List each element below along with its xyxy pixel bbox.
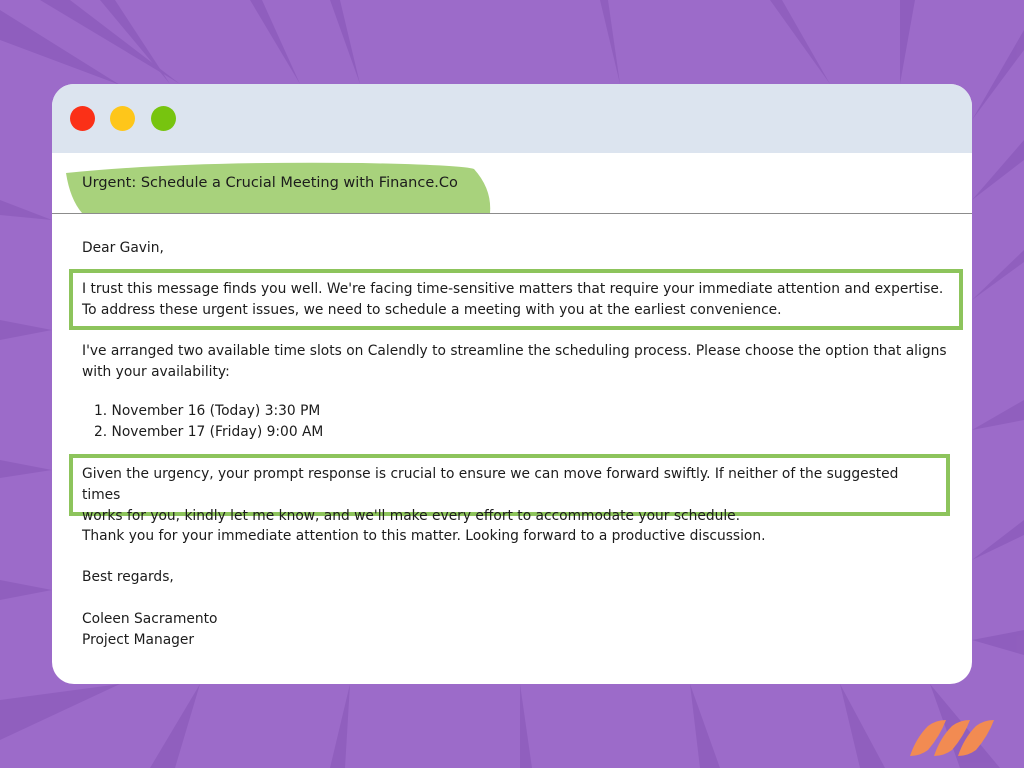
sender-name: Coleen Sacramento [82, 611, 218, 627]
paragraph-line: I've arranged two available time slots on Calendly to streamline the scheduling process. Please choose the option that aligns [82, 343, 947, 359]
time-slot-item: 1. November 16 (Today) 3:30 PM [94, 403, 321, 419]
maximize-window-button[interactable] [151, 106, 176, 131]
window-titlebar [52, 84, 972, 153]
scheduling-paragraph [82, 341, 947, 383]
close-window-button[interactable] [70, 106, 95, 131]
paragraph-line: To address these urgent issues, we need to schedule a meeting with you at the earliest convenience. [82, 302, 782, 318]
highlight-box-intro [69, 269, 963, 330]
paragraph-line: Given the urgency, your prompt response is crucial to ensure we can move forward swiftly. If neither of the suggested times [82, 466, 899, 503]
email-subject: Urgent: Schedule a Crucial Meeting with Finance.Co [82, 175, 458, 191]
paragraph-line: works for you, kindly let me know, and we'll make every effort to accommodate your schedule. [82, 508, 741, 524]
triple-slash-logo-icon [906, 716, 1010, 760]
subject-bar [52, 153, 972, 214]
email-window [52, 84, 972, 684]
paragraph-line: with your availability: [82, 364, 230, 380]
highlight-box-urgency [69, 454, 950, 524]
email-greeting: Dear Gavin, [82, 240, 164, 256]
time-slot-list [82, 401, 323, 443]
sender-title: Project Manager [82, 632, 195, 648]
time-slot-item: 2. November 17 (Friday) 9:00 AM [94, 424, 324, 440]
email-signoff: Best regards, [82, 569, 174, 585]
closing-paragraph: Thank you for your immediate attention to this matter. Looking forward to a productive discussion. [82, 528, 766, 544]
paragraph-line: I trust this message finds you well. We're facing time-sensitive matters that require your immediate attention and expertise. [82, 281, 944, 297]
minimize-window-button[interactable] [110, 106, 135, 131]
